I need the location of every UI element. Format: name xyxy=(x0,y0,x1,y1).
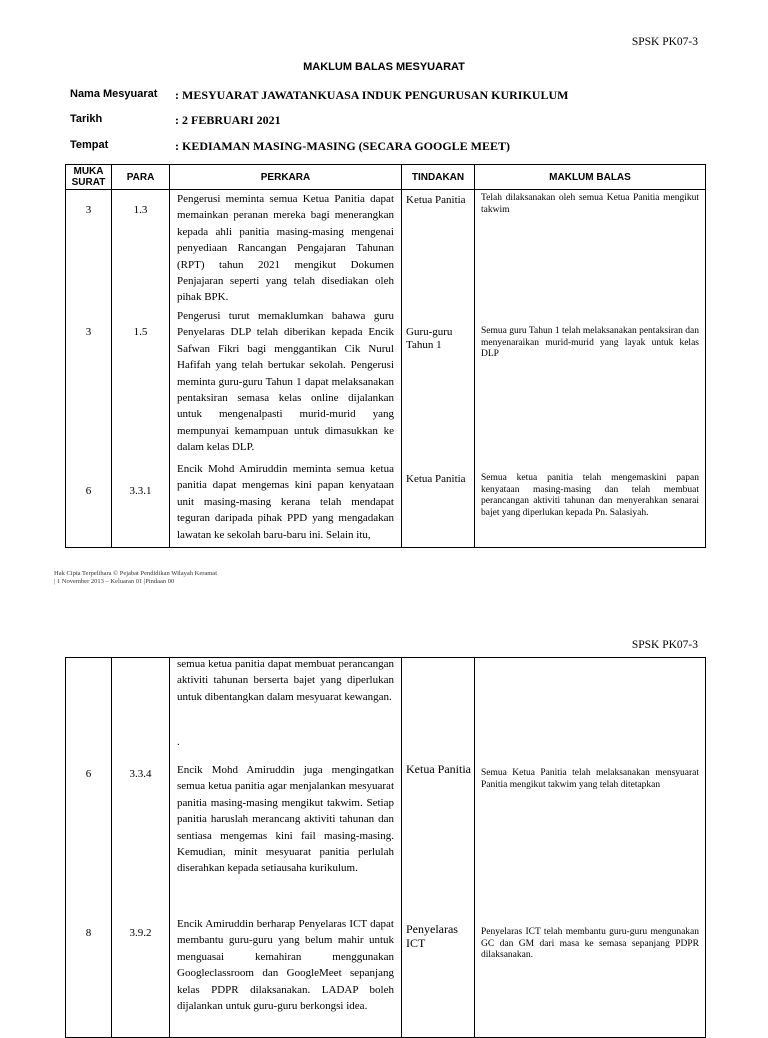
row-1-perkara: Pengerusi meminta semua Ketua Panitia dapat memainkan peranan mereka bagi menerangkan kepada ahli panitia masing-masing mengenai penyediaan Rancangan Pengajaran Tahunan (RPT) tahun 2021 mengikut Dokumen Penjajaran seperti yang telah disediakan oleh pihak BPK. xyxy=(177,193,394,304)
row-5-para: 3.3.4 xyxy=(129,768,152,780)
maklum-balas-column xyxy=(475,190,706,548)
row-5-tindakan: Ketua Panitia xyxy=(406,762,471,776)
para-column xyxy=(112,190,170,548)
header-perkara: PERKARA xyxy=(170,165,402,190)
row-1-tindakan: Ketua Panitia xyxy=(406,194,466,206)
row-3-para: 3.3.1 xyxy=(129,485,152,497)
row-5-maklum-balas: Semua Ketua Panitia telah melaksanakan mensyuarat Panitia mengikut takwim yang telah ditetapkan xyxy=(481,768,699,790)
row-6-muka-surat: 8 xyxy=(85,927,92,939)
document-reference-code: SPSK PK07-3 xyxy=(631,36,698,48)
row-5-perkara: Encik Mohd Amiruddin juga mengingatkan semua ketua panitia agar menjalankan mesyuarat panitia masing-masing mengikut takwim. Setiap panitia haruslah merancang aktiviti tahunan dan sentiasa mengemas kini fail masing-masing. Kemudian, minit mesyuarat panitia perlulah diserahkan kepada setiausaha kurikulum. xyxy=(177,764,394,875)
row-2-muka-surat: 3 xyxy=(85,326,92,338)
row-6-maklum-balas: Penyelaras ICT telah membantu guru-guru mengunakan GC dan GM dari masa ke semasa sepanjang PDPR dilaksanakan. xyxy=(481,927,699,960)
copyright-line: Hak Cipta Terpelihara © Pejabat Pendidikan Wilayah Keramat xyxy=(54,570,217,577)
header-tindakan: TINDAKAN xyxy=(402,165,475,190)
row-4-perkara-continued: semua ketua panitia dapat membuat perancangan aktiviti tahunan berserta bajet yang diperlukan untuk dibentangkan dalam mesyuarat kewangan. xyxy=(177,658,394,703)
tindakan-column xyxy=(402,658,475,1038)
document-title: MAKLUM BALAS MESYUARAT xyxy=(303,61,465,73)
tindakan-column xyxy=(402,190,475,548)
meeting-date-label: Tarikh xyxy=(70,113,103,125)
row-6-perkara: Encik Amiruddin berharap Penyelaras ICT dapat membantu guru-guru yang belum mahir untuk menguasai kemahiran menggunakan Googleclassroom dan GoogleMeet sepanjang kelas PDPR dilaksanakan. LADAP boleh dijalankan untuk guru-guru berkongsi idea. xyxy=(177,918,394,1013)
meeting-venue-label: Tempat xyxy=(70,139,109,151)
meeting-venue-value: : KEDIAMAN MASING-MASING (SECARA GOOGLE MEET) xyxy=(175,139,511,153)
row-2-para: 1.5 xyxy=(133,326,148,338)
row-4-stray-dot: . xyxy=(177,736,180,748)
feedback-table-page-1 xyxy=(65,164,706,548)
table-body xyxy=(66,658,706,1038)
maklum-balas-column xyxy=(475,658,706,1038)
row-1-maklum-balas: Telah dilaksanakan oleh semua Ketua Panitia mengikut takwim xyxy=(481,193,699,215)
row-3-perkara: Encik Mohd Amiruddin meminta semua ketua panitia dapat mengemas kini papan kenyataan unit masing-masing kerana telah mendapat teguran daripada pihak PPD yang mengadakan lawatan ke sekolah baru-baru ini. Selain itu, xyxy=(177,463,394,541)
table-body xyxy=(66,190,706,548)
perkara-column xyxy=(170,658,402,1038)
document-reference-code: SPSK PK07-3 xyxy=(631,639,698,651)
meeting-name-value: : MESYUARAT JAWATANKUASA INDUK PENGURUSAN KURIKULUM xyxy=(175,88,569,102)
para-column xyxy=(112,658,170,1038)
row-3-maklum-balas: Semua ketua panitia telah mengemaskini papan kenyataan masing-masing dan telah membuat perancangan aktiviti tahunan dan menyerahkan senarai bajet yang diperlukan kepada Pn. Salasiyah. xyxy=(481,473,699,518)
header-para: PARA xyxy=(112,165,170,190)
row-1-muka-surat: 3 xyxy=(85,204,92,216)
row-3-muka-surat: 6 xyxy=(85,485,92,497)
row-6-para: 3.9.2 xyxy=(129,927,152,939)
muka-surat-column xyxy=(66,190,112,548)
row-2-tindakan: Guru-guru Tahun 1 xyxy=(406,326,453,351)
row-2-perkara: Pengerusi turut memaklumkan bahawa guru Penyelaras DLP telah diberikan kepada Encik Safwan Fikri bagi menggantikan Cik Nurul Hafifah yang telah bertukar sekolah. Pengerusi meminta guru-guru Tahun 1 dapat melaksanakan pentaksiran semasa kelas online dijalankan untuk mengenalpasti murid-murid yang mempunyai kemampuan untuk dimasukkan ke dalam kelas DLP. xyxy=(177,310,394,454)
row-3-tindakan: Ketua Panitia xyxy=(406,473,466,485)
row-5-muka-surat: 6 xyxy=(85,768,92,780)
row-6-tindakan: Penyelaras ICT xyxy=(406,922,458,950)
meeting-name-label: Nama Mesyuarat xyxy=(70,88,158,100)
muka-surat-column xyxy=(66,658,112,1038)
row-1-para: 1.3 xyxy=(133,204,148,216)
perkara-column xyxy=(170,190,402,548)
header-maklum-balas: MAKLUM BALAS xyxy=(475,165,706,190)
row-2-maklum-balas: Semua guru Tahun 1 telah melaksanakan pentaksiran dan menyenaraikan murid-murid yang layak untuk kelas DLP xyxy=(481,326,699,359)
copyright-footer xyxy=(54,570,217,586)
document-page-2 xyxy=(0,610,768,1024)
header-muka-surat: MUKA SURAT xyxy=(66,165,112,190)
feedback-table-page-2 xyxy=(65,657,706,1038)
meeting-date-value: : 2 FEBRUARI 2021 xyxy=(175,113,281,127)
revision-line: | 1 November 2013 – Keluaran 01 |Pindaan 00 xyxy=(54,578,175,585)
table-header-row xyxy=(66,165,706,190)
